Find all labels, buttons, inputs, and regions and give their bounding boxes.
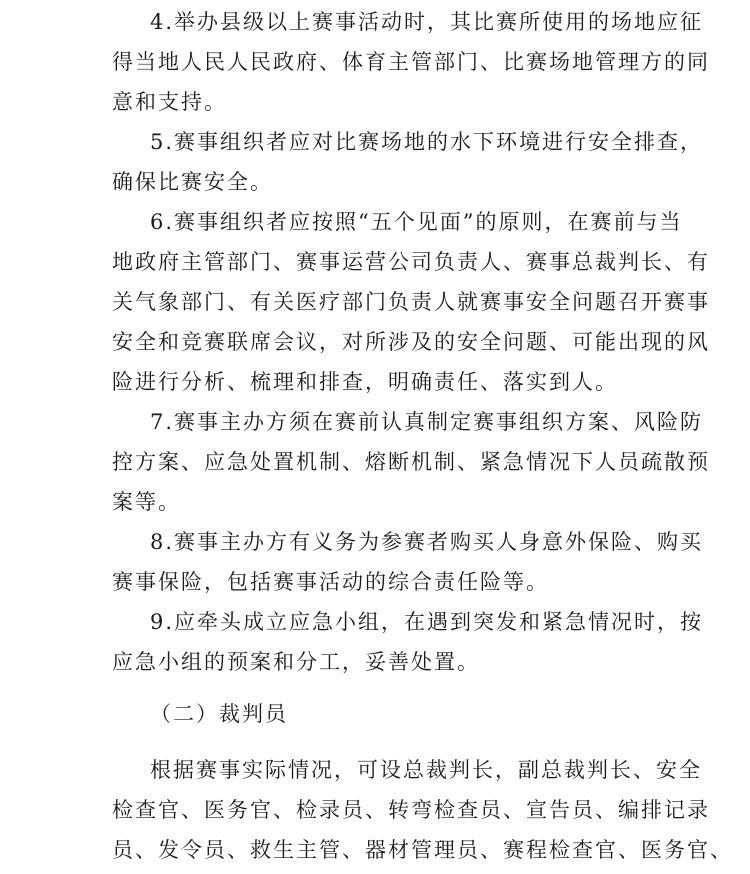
body-paragraph-line-1: 根据赛事实际情况，可设总裁判长，副总裁判长、安全 <box>150 758 702 782</box>
item-8-line-2: 赛事保险，包括赛事活动的综合责任险等。 <box>112 570 549 594</box>
item-5-line-2: 确保比赛安全。 <box>112 170 273 194</box>
section-heading: （二）裁判员 <box>150 702 288 726</box>
item-8-line-1: 8.赛事主办方有义务为参赛者购买人身意外保险、购买 <box>150 530 704 554</box>
item-9-line-2: 应急小组的预案和分工，妥善处置。 <box>112 650 480 674</box>
item-7-line-3: 案等。 <box>112 490 181 514</box>
item-7-line-1: 7.赛事主办方须在赛前认真制定赛事组织方案、风险防 <box>150 410 704 434</box>
item-6-line-5: 险进行分析、梳理和排查，明确责任、落实到人。 <box>112 370 618 394</box>
item-4-line-1: 4.举办县级以上赛事活动时，其比赛所使用的场地应征 <box>150 10 704 34</box>
item-4-line-2: 得当地人民人民政府、体育主管部门、比赛场地管理方的同 <box>112 50 710 74</box>
item-9-line-1: 9.应牵头成立应急小组，在遇到突发和紧急情况时，按 <box>150 610 704 634</box>
item-5-line-1: 5.赛事组织者应对比赛场地的水下环境进行安全排查， <box>150 130 704 154</box>
item-7-line-2: 控方案、应急处置机制、熔断机制、紧急情况下人员疏散预 <box>112 450 710 474</box>
item-4-line-3: 意和支持。 <box>112 90 227 114</box>
item-6-line-2: 地政府主管部门、赛事运营公司负责人、赛事总裁判长、有 <box>112 250 710 274</box>
item-6-line-3: 关气象部门、有关医疗部门负责人就赛事安全问题召开赛事 <box>112 290 710 314</box>
item-6-line-4: 安全和竞赛联席会议，对所涉及的安全问题、可能出现的风 <box>112 330 710 354</box>
body-paragraph-line-3: 员、发令员、救生主管、器材管理员、赛程检查官、医务官、 <box>112 838 733 862</box>
item-6-line-1: 6.赛事组织者应按照“五个见面”的原则，在赛前与当 <box>150 210 683 234</box>
body-paragraph-line-2: 检查官、医务官、检录员、转弯检查员、宣告员、编排记录 <box>112 798 710 822</box>
